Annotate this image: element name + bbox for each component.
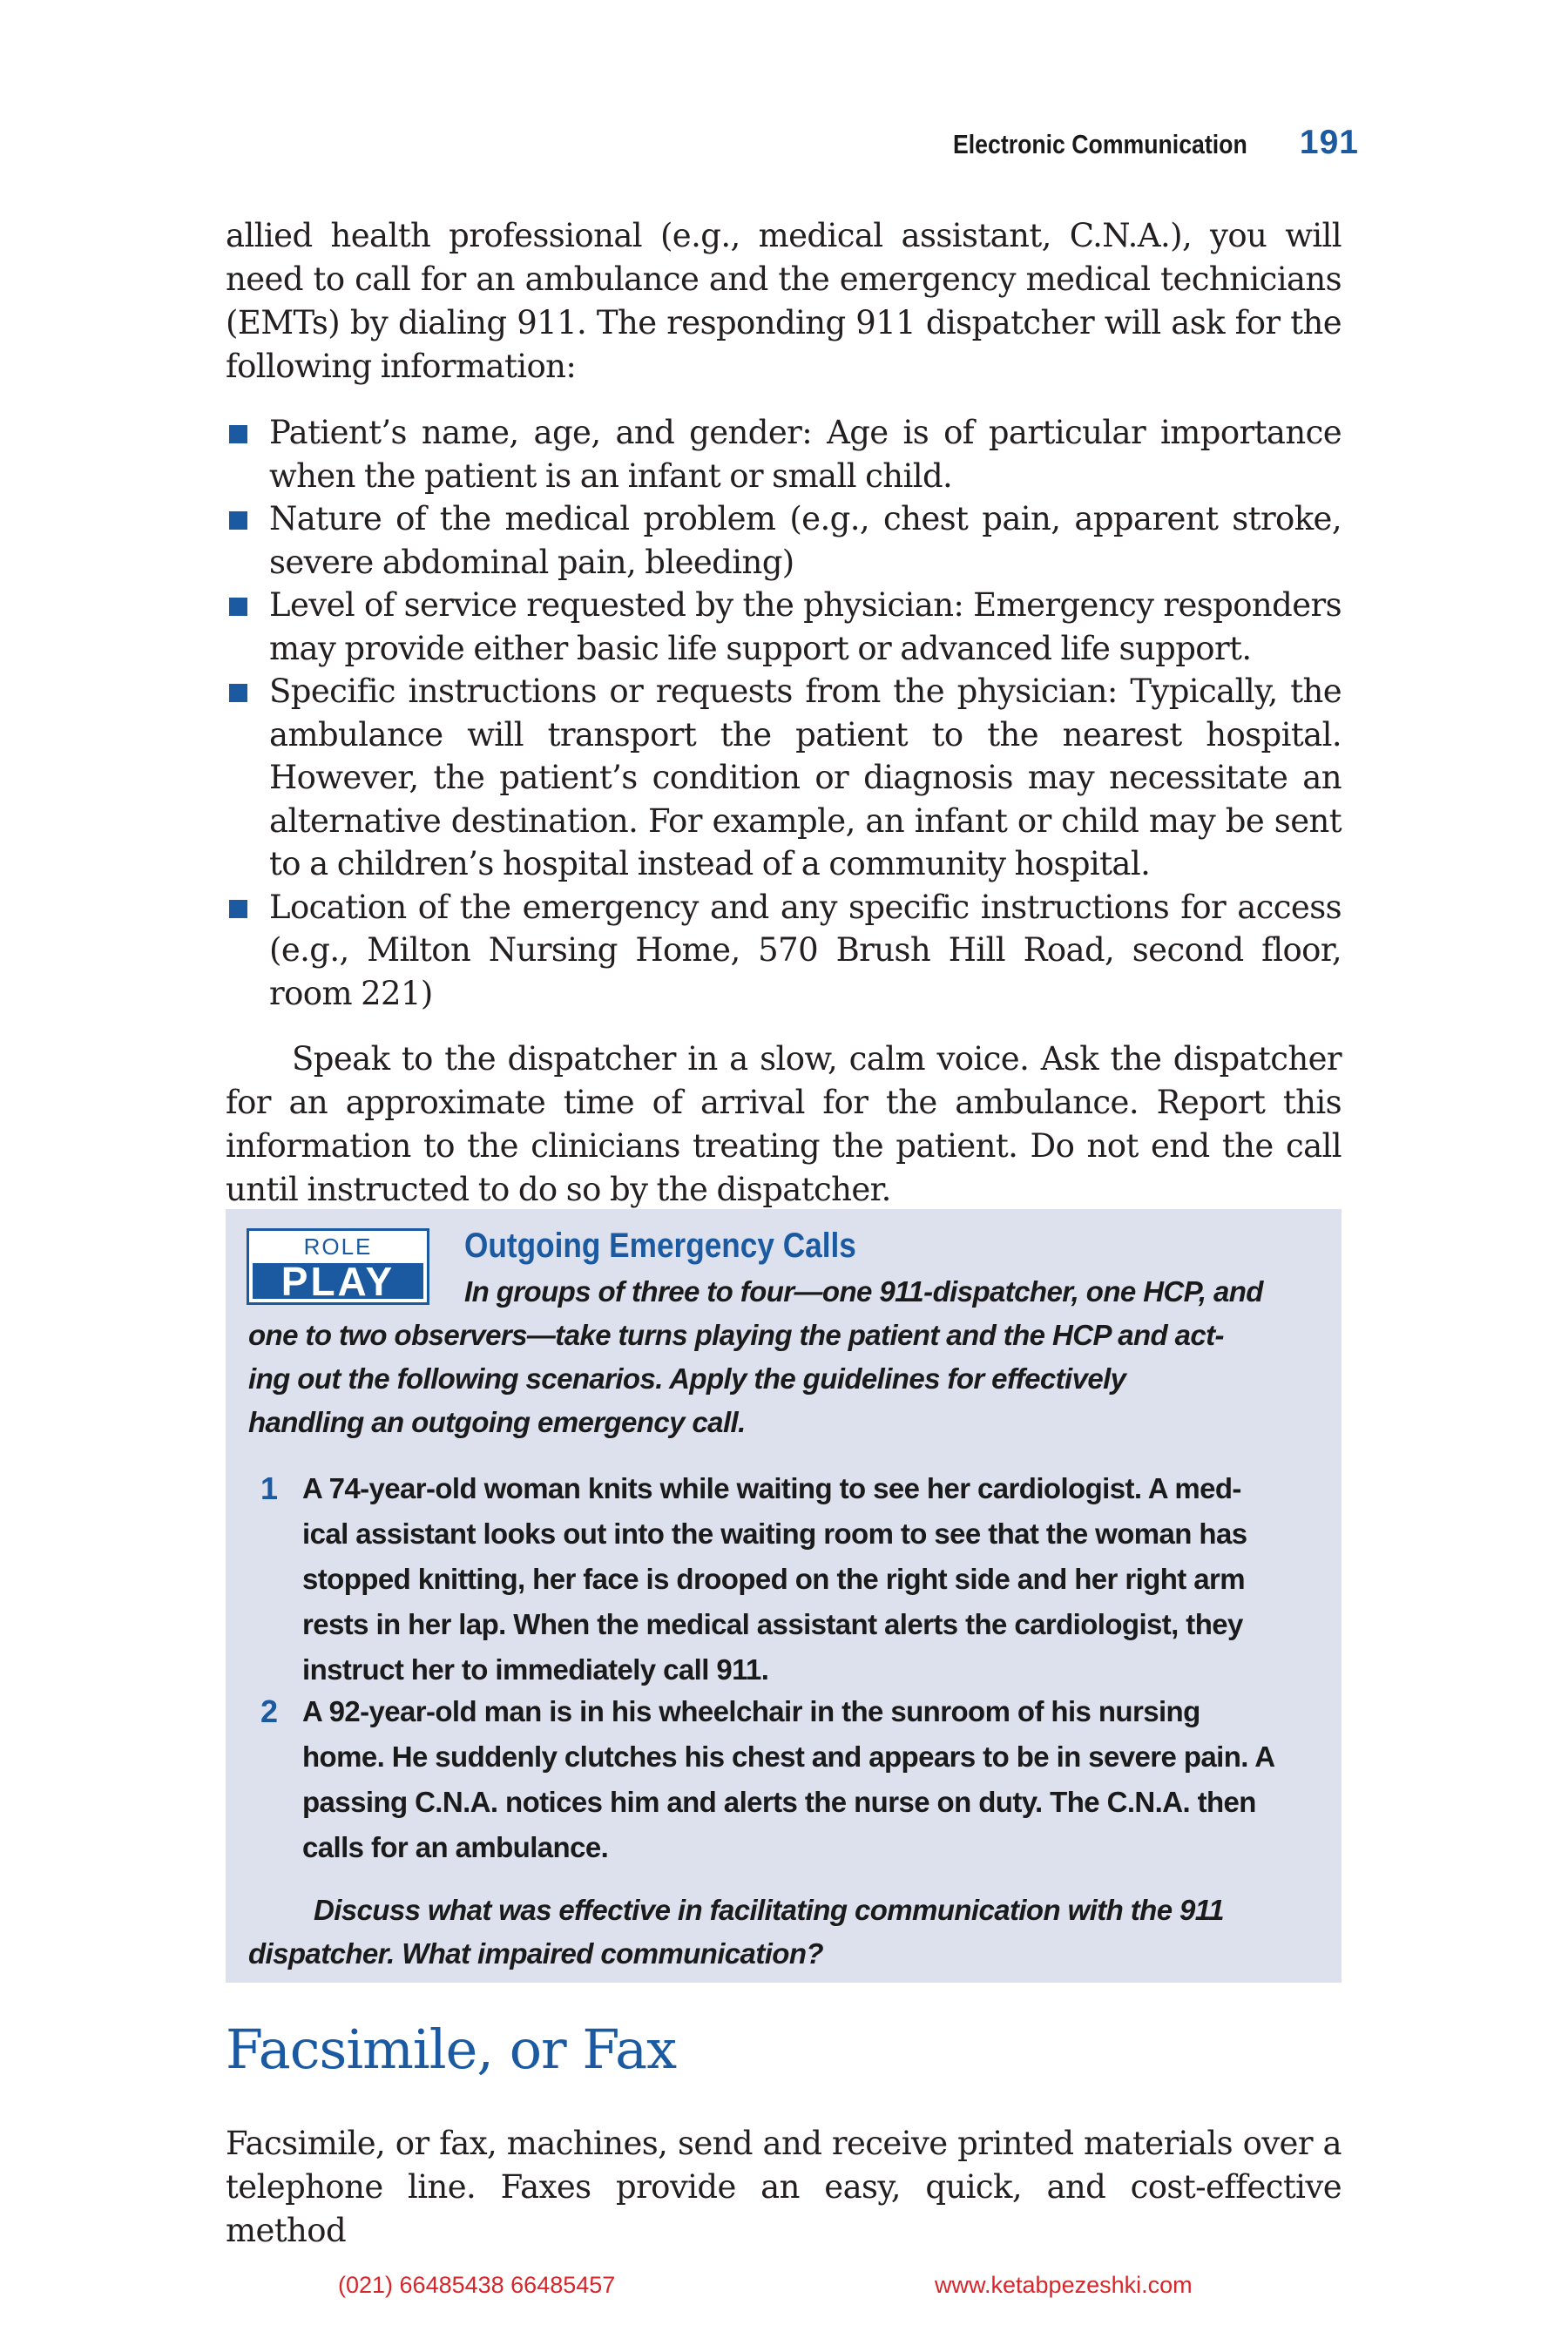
discussion-prompt [248,1889,1328,1976]
list-item [226,497,1342,584]
scenario-item [248,1466,1328,1693]
footer-website: www.ketabpezeshki.com [935,2272,1193,2298]
scenario-line: passing C.N.A. notices him and alerts the nurse on duty. The C.N.A. then [302,1786,1256,1818]
intro-paragraph: allied health professional (e.g., medical assistant, C.N.A.), you will need to call for an ambulance and the emergency medical technicians (EMTs) by dialing 911. The responding 911 dispatcher will ask for the following information: [226,217,1342,385]
footer-phone: (021) 66485438 66485457 [338,2272,616,2298]
section-heading: Facsimile, or Fax [226,2017,677,2081]
square-bullet-icon [229,684,247,702]
section-text [226,2122,1342,2253]
running-header [905,124,1359,162]
scenario-line: calls for an ambulance. [302,1831,609,1863]
scenario-line: A 92-year-old man is in his wheelchair in the sunroom of his nursing [302,1695,1200,1727]
section-paragraph: Facsimile, or fax, machines, send and receive printed materials over a telephone line. Faxes provide an easy, quick, and cost-effective method [226,2125,1342,2249]
badge-play-label: PLAY [253,1263,423,1299]
scenario-number: 2 [260,1693,278,1729]
main-text-column [226,214,1342,1212]
list-item-text: Location of the emergency and any specific instructions for access (e.g., Milton Nursing Home, 570 Brush Hill Road, second floor, room 221) [269,888,1342,1012]
list-item [226,670,1342,886]
list-item-text: Level of service requested by the physician: Emergency responders may provide either basic life support or advanced life support. [269,586,1342,667]
role-play-title: Outgoing Emergency Calls [464,1227,856,1265]
role-play-box [226,1209,1342,1983]
running-title: Electronic Communication [953,129,1247,159]
square-bullet-icon [229,598,247,616]
list-item [226,411,1342,497]
instructions-line: handling an outgoing emergency call. [248,1406,746,1438]
scenario-line: stopped knitting, her face is drooped on the right side and her right arm [302,1563,1245,1595]
scenario-list [248,1466,1328,1870]
page-number: 191 [1299,124,1359,161]
dispatcher-info-list [226,411,1342,1015]
list-item-text: Nature of the medical problem (e.g., chest pain, apparent stroke, severe abdominal pain, bleeding) [269,500,1342,581]
scenario-line: A 74-year-old woman knits while waiting to see her cardiologist. A med- [302,1472,1241,1504]
list-item-text: Specific instructions or requests from the physician: Typically, the ambulance will transport the patient to the nearest hospital. However, the patient’s condition or diagnosis may necessitate an alternative destination. For example, an infant or child may be sent to a children’s hospital instead of a community hospital. [269,672,1342,882]
scenario-line: home. He suddenly clutches his chest and appears to be in severe pain. A [302,1740,1275,1773]
instructions-line: one to two observers—take turns playing the patient and the HCP and act- [248,1319,1224,1351]
list-item-text: Patient’s name, age, and gender: Age is of particular importance when the patient is an infant or small child. [269,414,1342,495]
list-item [226,584,1342,670]
instructions-line: In groups of three to four—one 911-dispatcher, one HCP, and [464,1275,1263,1308]
square-bullet-icon [229,511,247,530]
list-item [226,886,1342,1016]
scenario-number: 1 [260,1470,278,1506]
instructions-line: ing out the following scenarios. Apply the guidelines for effectively [248,1362,1126,1395]
scenario-line: rests in her lap. When the medical assistant alerts the cardiologist, they [302,1608,1243,1640]
scenario-line: ical assistant looks out into the waiting room to see that the woman has [302,1517,1247,1550]
scenario-item [248,1689,1328,1870]
role-play-instructions [248,1270,1328,1444]
badge-role-label: ROLE [303,1233,373,1260]
discussion-line: dispatcher. What impaired communication? [248,1937,823,1970]
discussion-line: Discuss what was effective in facilitating communication with the 911 [314,1894,1224,1926]
scenario-line: instruct her to immediately call 911. [302,1653,769,1686]
square-bullet-icon [229,900,247,918]
square-bullet-icon [229,425,247,443]
closing-paragraph: Speak to the dispatcher in a slow, calm voice. Ask the dispatcher for an approximate time of arrival for the ambulance. Report this information to the clinicians treating the patient. Do not end the call until instructed to do so by the dispatcher. [226,1040,1342,1208]
